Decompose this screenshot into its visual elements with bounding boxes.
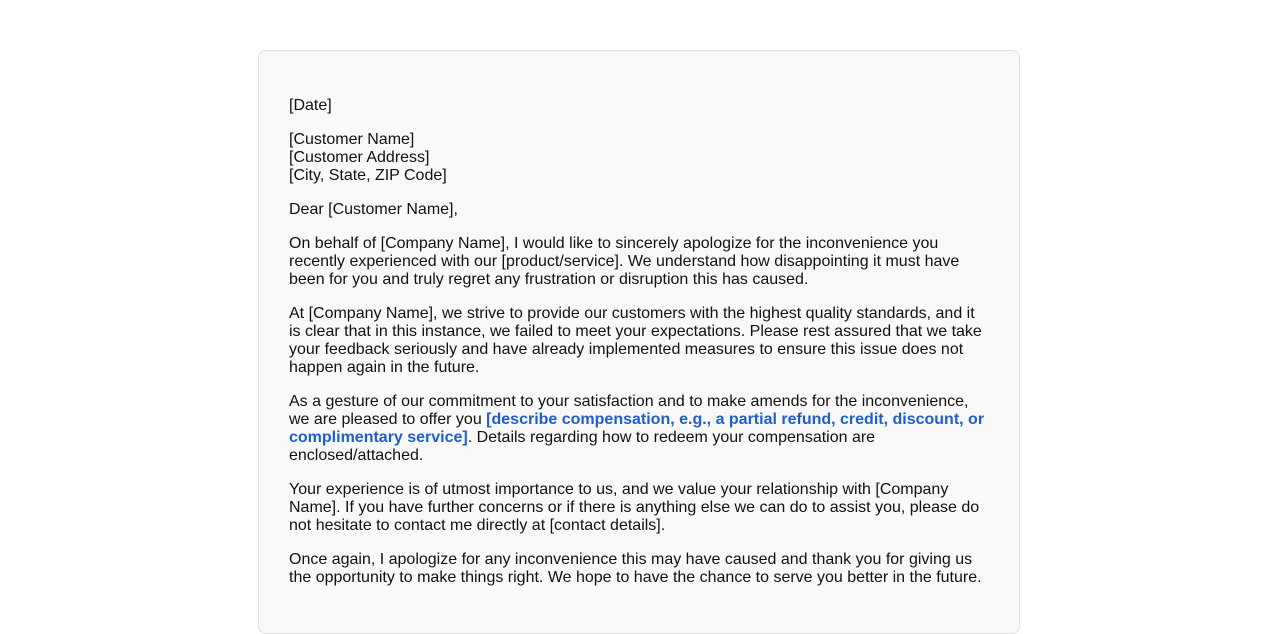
paragraph-standards: At [Company Name], we strive to provide our customers with the highest quality standards, and it is clear that in this instance, we failed to meet your expectations. Please rest assured that we take your feedback seriously and have already implemented measures to ensure this issue does not happen again in the future. (289, 305, 982, 376)
paragraph-closing: Once again, I apologize for any inconvenience this may have caused and thank you for giving us the opportunity to make things right. We hope to have the chance to serve you better in the future. (289, 551, 982, 586)
letter-card (258, 50, 1020, 634)
compensation-placeholder: [describe compensation, e.g., a partial refund, credit, discount, or complimentary service] (289, 411, 985, 446)
paragraph-apology: On behalf of [Company Name], I would like to sincerely apologize for the inconvenience you recently experienced with our [product/service]. We understand how disappointing it must have been for you and truly regret any frustration or disruption this has caused. (289, 235, 960, 288)
address-line: [City, State, ZIP Code] (289, 167, 447, 184)
compensation-text-before: As a gesture of our commitment to your satisfaction and to make amends for the inconvenience, we are pleased to offer you (289, 393, 969, 428)
letter-date: [Date] (289, 97, 332, 114)
address-line: [Customer Name] (289, 131, 415, 148)
address-line: [Customer Address] (289, 149, 430, 166)
paragraph-compensation (289, 393, 989, 465)
salutation: Dear [Customer Name], (289, 201, 458, 218)
paragraph-contact: Your experience is of utmost importance to us, and we value your relationship with [Company Name]. If you have further concerns or if there is anything else we can do to assist you, please do not hesitate to contact me directly at [contact details]. (289, 481, 980, 534)
customer-address (289, 131, 989, 185)
compensation-text-after: . Details regarding how to redeem your compensation are enclosed/attached. (289, 429, 876, 464)
